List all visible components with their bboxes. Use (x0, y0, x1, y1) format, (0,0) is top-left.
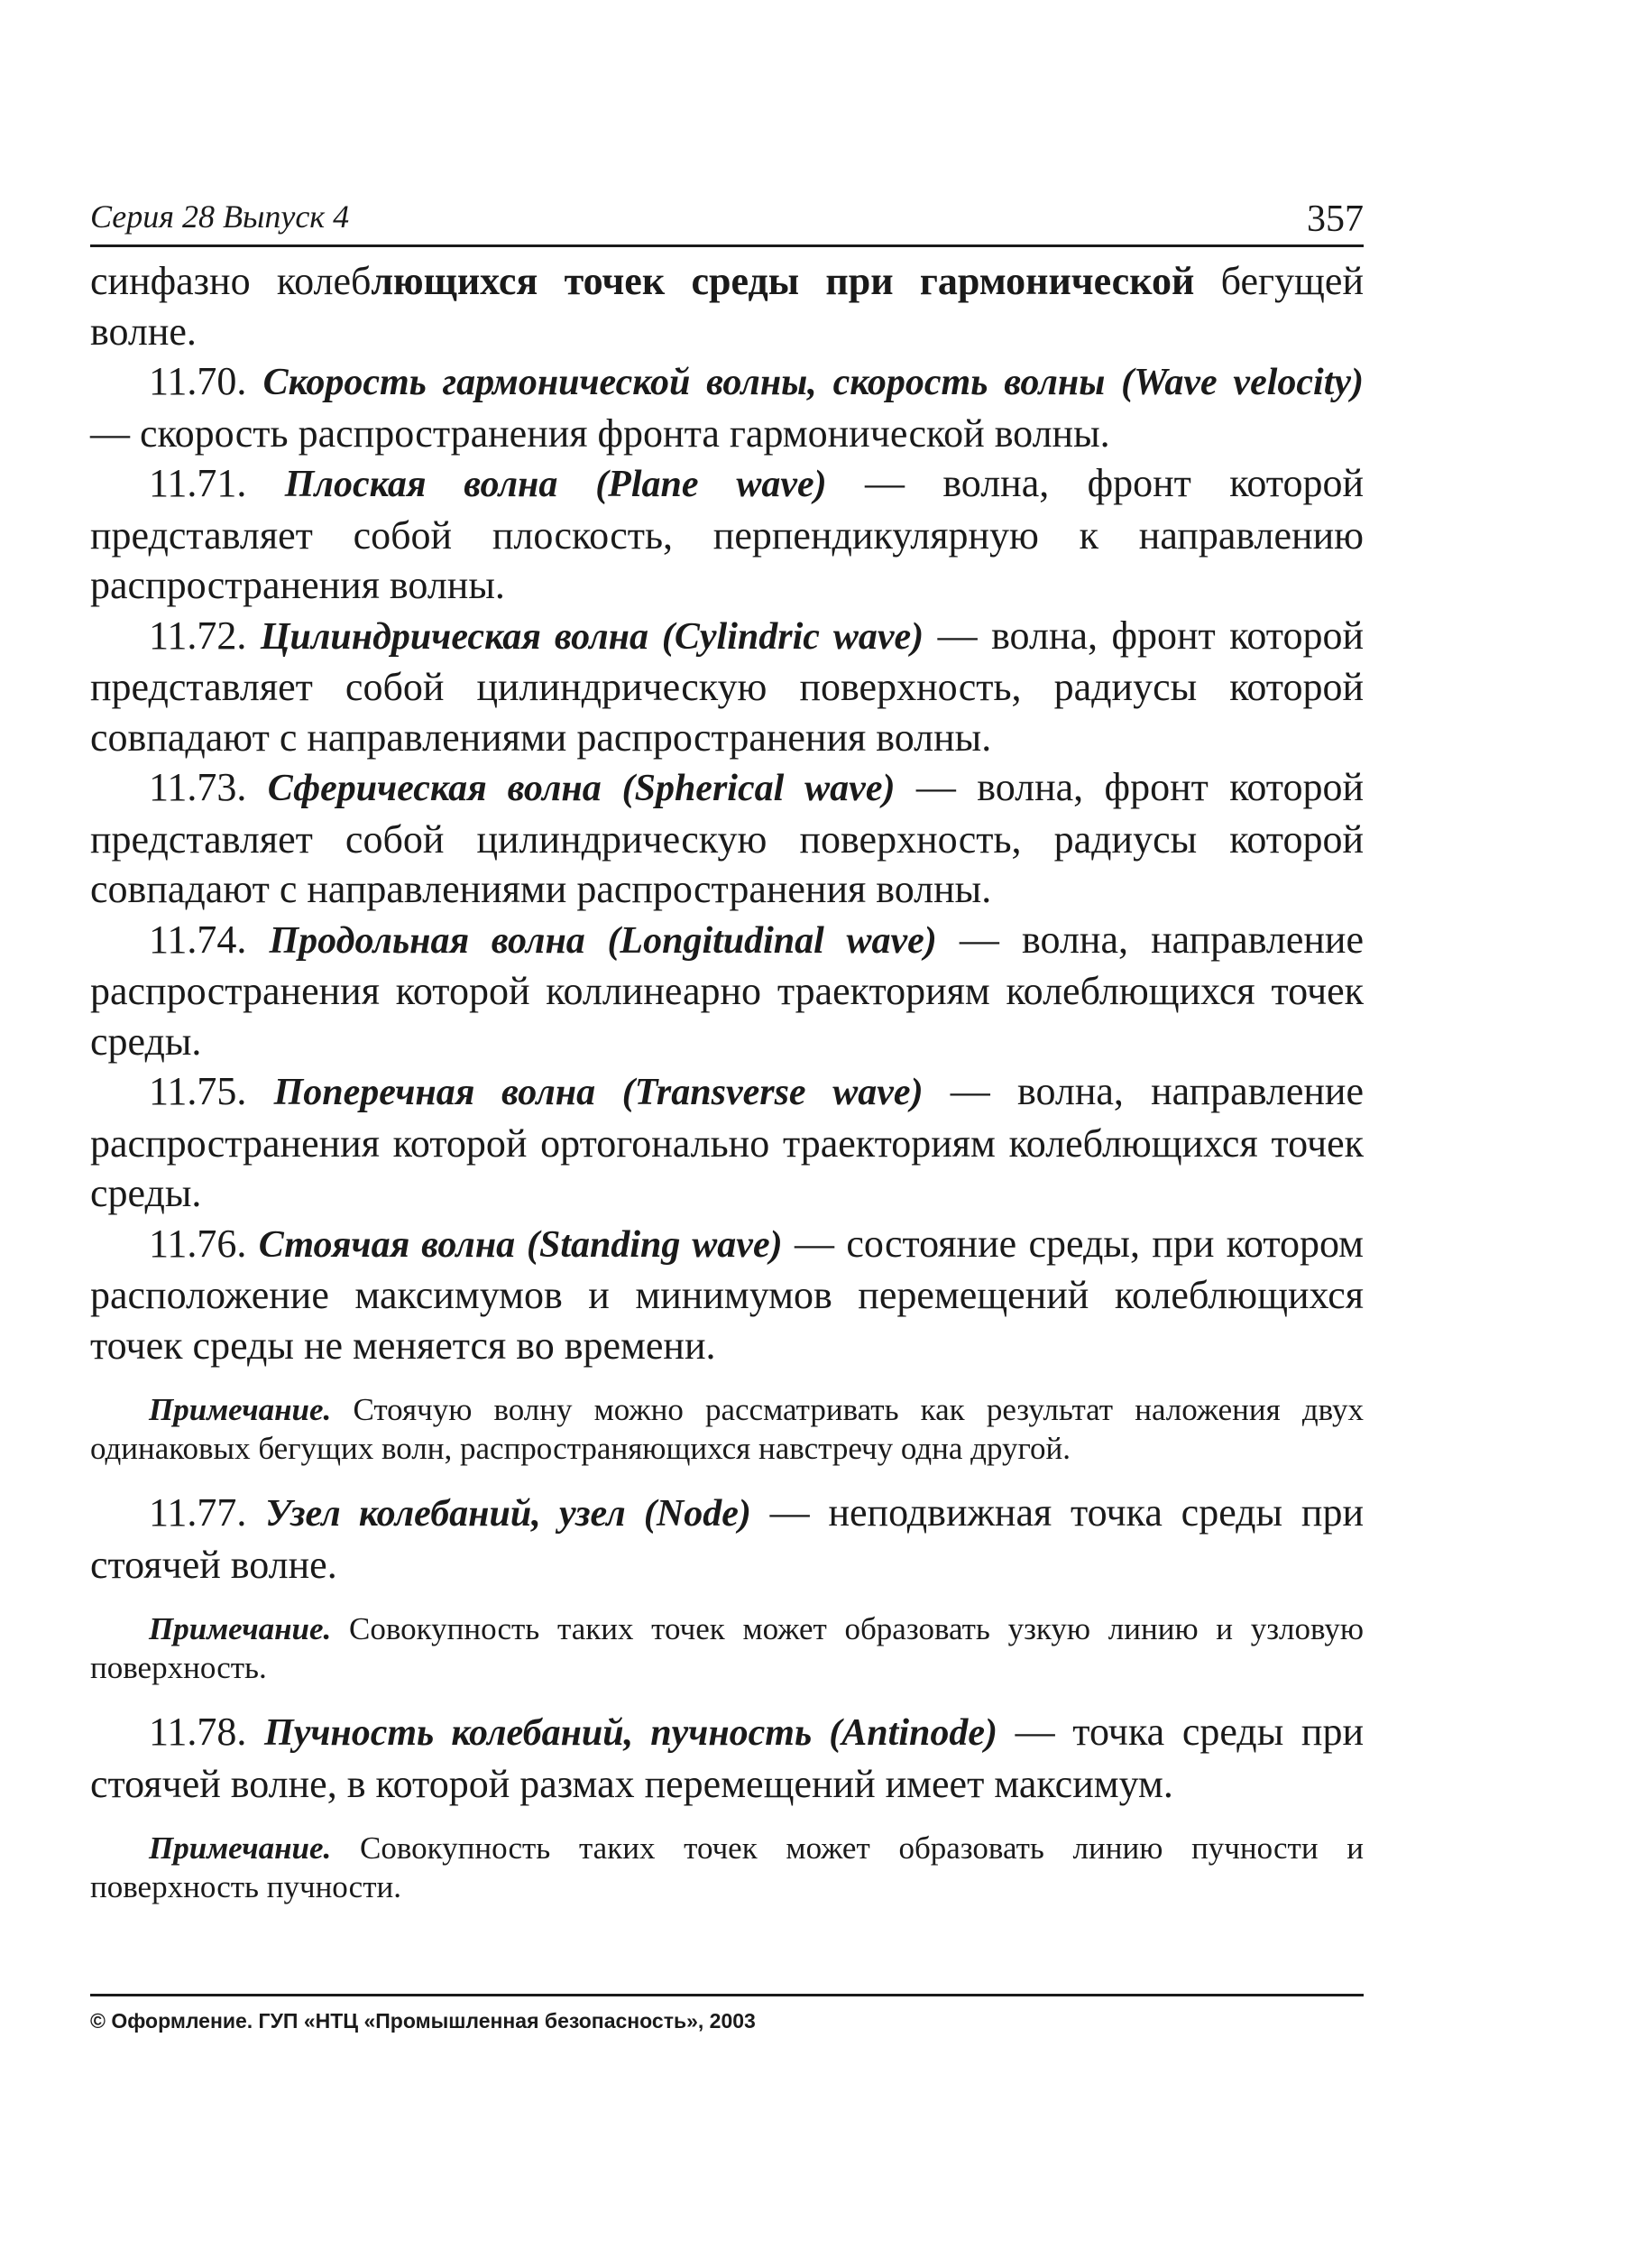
entry-number: 11.74. (149, 917, 270, 962)
entry-11-75 (90, 1066, 1364, 1219)
entry-number: 11.70. (149, 359, 263, 403)
note-node (90, 1609, 1364, 1687)
running-head (90, 185, 1364, 247)
entry-term: Продольная волна (Longitudinal wave) (269, 919, 937, 962)
entry-number: 11.78. (149, 1710, 265, 1754)
note-label: Примечание. (149, 1611, 332, 1646)
entry-definition: — волна, направление распространения которой ортогонально траекториям колеблющихся точек среды. (90, 1069, 1365, 1215)
entry-term: Узел колебаний, узел (Node) (265, 1493, 751, 1535)
entry-definition: — скорость распространения фронта гармонической волны. (90, 410, 1110, 456)
entry-definition: — волна, фронт которой представляет собой цилиндрическую поверхность, радиусы которой совпадают с направлениями распространения волны. (90, 613, 1364, 760)
entry-11-71 (90, 458, 1364, 611)
entry-11-74 (90, 915, 1364, 1067)
entry-term: Стоячая волна (Standing wave) (258, 1223, 783, 1266)
entry-number: 11.76. (149, 1221, 259, 1266)
entry-definition: — состояние среды, при котором расположение максимумов и минимумов перемещений колеблющихся точек среды не меняется во времени. (90, 1221, 1364, 1368)
entry-11-70 (90, 356, 1364, 458)
note-text: Совокупность таких точек может образовать линию пучности и поверхность пучности. (90, 1830, 1364, 1904)
entry-definition: — неподвижная точка среды при стоячей волне. (90, 1490, 1364, 1587)
note-label: Примечание. (149, 1392, 332, 1427)
entry-term: Пучность колебаний, пучность (Antinode) (264, 1712, 997, 1754)
entry-term: Плоская волна (Plane wave) (284, 464, 827, 505)
note-text: Совокупность таких точек может образовать узкую линию и узловую поверхность. (90, 1611, 1364, 1685)
continued-paragraph (90, 256, 1364, 356)
entry-number: 11.75. (149, 1069, 274, 1113)
copyright-footer (90, 1994, 1364, 2033)
entry-11-77 (90, 1488, 1364, 1590)
entry-number: 11.71. (149, 461, 285, 505)
entry-number: 11.77. (149, 1490, 266, 1535)
running-title: Серия 28 Выпуск 4 (90, 198, 350, 235)
entry-11-73 (90, 762, 1364, 915)
note-label: Примечание. (149, 1830, 332, 1866)
copyright-text: © Оформление. ГУП «НТЦ «Промышленная безопасность», 2003 (90, 2009, 756, 2033)
entry-definition: — точка среды при стоячей волне, в которой размах перемещений имеет максимум. (90, 1710, 1365, 1806)
entry-11-78 (90, 1707, 1364, 1809)
continued-text-start: синфазно колеб (90, 259, 372, 303)
note-antinode (90, 1829, 1364, 1906)
book-page (90, 185, 1364, 1926)
entry-number: 11.73. (149, 765, 268, 809)
entry-definition: — волна, фронт которой представляет собой плоскость, перпендикулярную к направлению распространения волны. (90, 461, 1364, 607)
page-number: 357 (1307, 198, 1364, 240)
entry-definition: — волна, направление распространения которой коллинеарно траекториям колеблющихся точек среды. (90, 917, 1364, 1064)
entry-11-72 (90, 611, 1364, 763)
entry-number: 11.72. (149, 613, 261, 658)
note-text: Стоячую волну можно рассматривать как результат наложения двух одинаковых бегущих волн, распространяющихся навстречу одна другой. (90, 1392, 1364, 1466)
note-standing-wave (90, 1390, 1364, 1468)
entry-11-76 (90, 1219, 1364, 1371)
body-text (90, 256, 1364, 1906)
entry-term: Скорость гармонической волны, скорость волны (Wave velocity) (262, 362, 1364, 403)
entry-definition: — волна, фронт которой представляет собой цилиндрическую поверхность, радиусы которой совпадают с направлениями распространения волны. (90, 765, 1364, 911)
entry-term: Сферическая волна (Spherical wave) (267, 768, 896, 809)
continued-text-end: бегущей волне. (90, 259, 1365, 354)
entry-term: Цилиндрическая волна (Cylindric wave) (260, 615, 924, 658)
entry-term: Поперечная волна (Transverse wave) (273, 1072, 924, 1113)
continued-text-bold: лющихся точек среды при гармонической (371, 259, 1195, 303)
